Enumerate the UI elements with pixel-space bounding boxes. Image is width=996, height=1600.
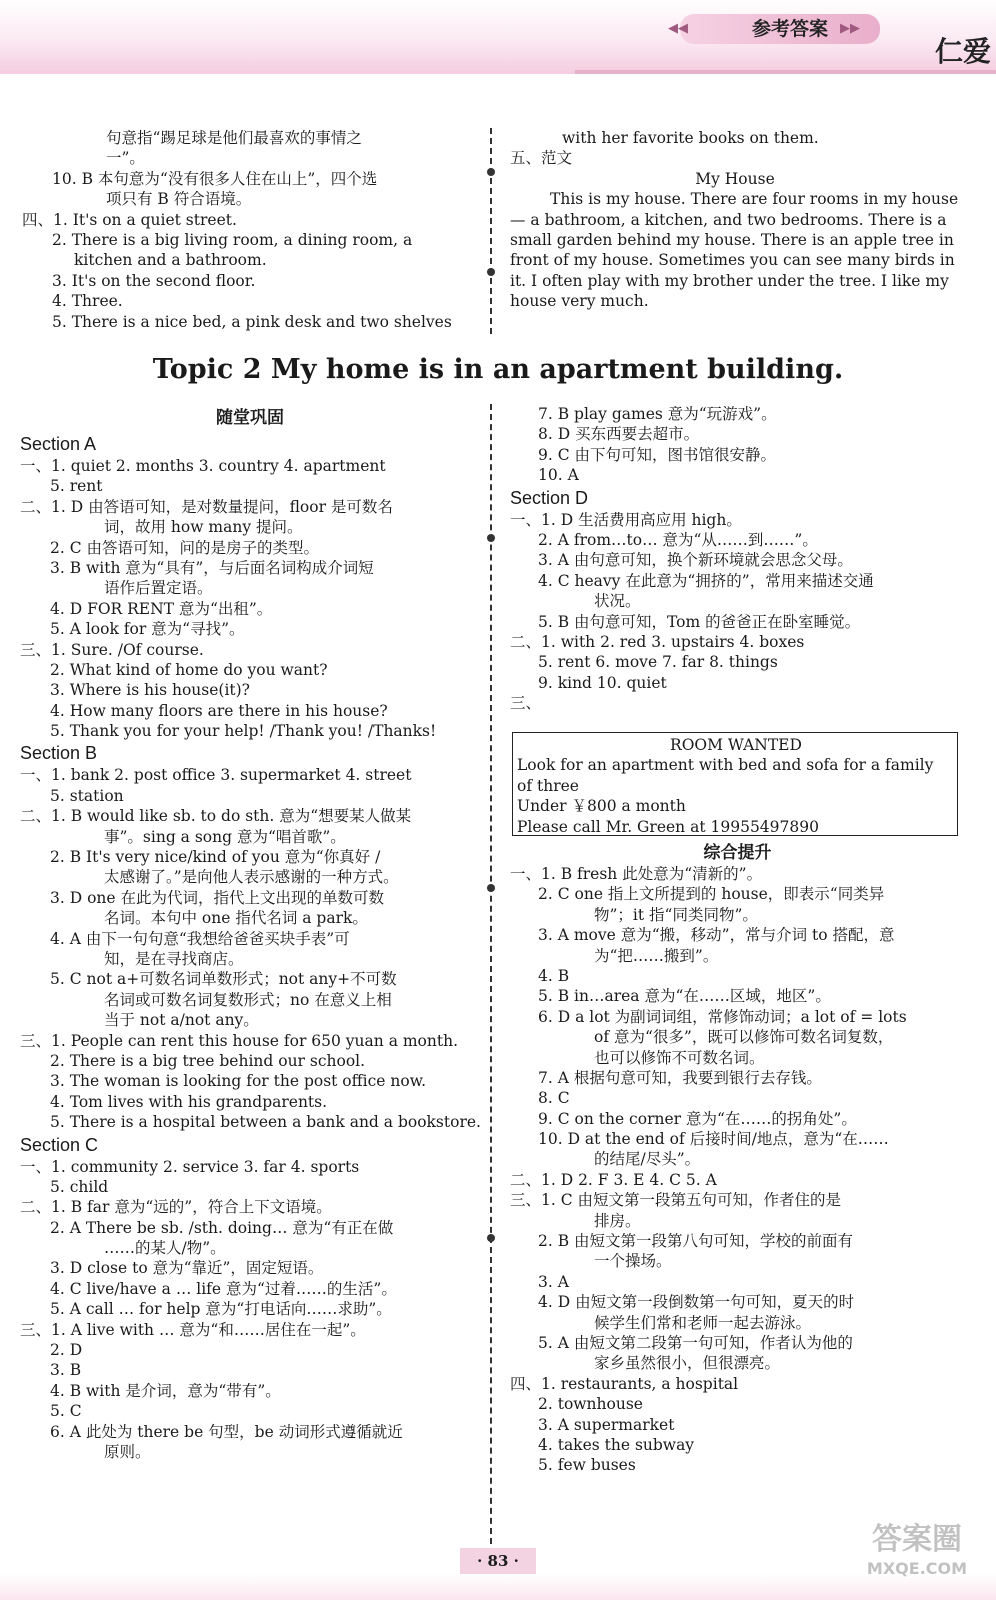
- watermark-url: MXQE.COM: [866, 1559, 968, 1578]
- ad-text: [517, 735, 955, 837]
- section-heading: Section D: [510, 487, 589, 508]
- ad-title: ROOM WANTED: [670, 736, 802, 754]
- text-line: 3. A: [538, 1272, 569, 1291]
- header-divider: [575, 70, 996, 74]
- section-heading: Section B: [20, 743, 98, 764]
- edition-label: 仁爱: [935, 35, 992, 68]
- text-line: 5. B in…area 意为“在……区域，地区”。: [538, 987, 831, 1006]
- text-line: 四、1. It's on a quiet street.: [22, 210, 237, 229]
- text-line: 10. B 本句意为“没有很多人住在山上”，四个选: [52, 169, 378, 188]
- text-line: 5. There is a hospital between a bank and a bookstore.: [50, 1113, 481, 1132]
- text-line: 4. How many floors are there in his house?: [50, 701, 388, 720]
- text-line: 9. C 由下句可知，图书馆很安静。: [538, 445, 777, 464]
- text-line: 候学生们常和老师一起去游泳。: [594, 1313, 812, 1332]
- text-line: 7. A 根据句意可知，我要到银行去存钱。: [538, 1068, 822, 1087]
- watermark-logo: [842, 1520, 992, 1596]
- section-heading: Section C: [20, 1134, 99, 1155]
- text-line: 也可以修饰不可数名词。: [594, 1048, 765, 1067]
- text-line: 二、1. D 2. F 3. E 4. C 5. A: [510, 1170, 717, 1189]
- text-line: 8. C: [538, 1089, 570, 1108]
- text-line: 8. D 买东西要去超市。: [538, 425, 700, 444]
- text-line: 2. D: [50, 1341, 83, 1360]
- text-line: 一、1. community 2. service 3. far 4. sports: [20, 1157, 360, 1176]
- text-line: 当于 not a/not any。: [104, 1011, 259, 1030]
- text-line: 3. B: [50, 1361, 82, 1380]
- text-line: 2. B It's very nice/kind of you 意为“你真好 /: [50, 848, 381, 867]
- text-line: 事”。sing a song 意为“唱首歌”。: [104, 827, 346, 846]
- text-line: 10. A: [538, 466, 579, 485]
- text-line: 5. few buses: [538, 1456, 636, 1475]
- ad-line: Please call Mr. Green at 19955497890: [517, 817, 819, 836]
- ad-line: of three: [517, 776, 579, 795]
- text-line: 4. D 由短文第一段倒数第一句可知，夏天的时: [538, 1293, 855, 1312]
- text-line: 5. rent 6. move 7. far 8. things: [538, 653, 778, 672]
- watermark-text: 答案圈: [872, 1522, 962, 1557]
- text-line: 项只有 B 符合语境。: [106, 190, 252, 209]
- section-heading: Section A: [20, 434, 97, 454]
- text-line: 2. townhouse: [538, 1395, 643, 1414]
- text-line: 三、1. A live with … 意为“和……居住在一起”。: [20, 1320, 366, 1339]
- text-line: 为“把……搬到”。: [594, 946, 719, 965]
- text-line: 一、1. D 生活费用高应用 high。: [510, 510, 742, 529]
- text-line: 一、1. bank 2. post office 3. supermarket 4. street: [20, 766, 412, 785]
- text-line: 6. A 此处为 there be 句型，be 动词形式遵循就近: [50, 1422, 403, 1441]
- essay-title: My House: [695, 169, 775, 188]
- text-line: 3. B with 意为“具有”，与后面名词构成介词短: [50, 558, 374, 577]
- text-line: 5. A call … for help 意为“打电话向……求助”。: [50, 1300, 392, 1319]
- topic-title: Topic 2 My home is in an apartment building.: [152, 354, 844, 385]
- text-line: 5. station: [50, 786, 124, 805]
- text-line: 句意指“踢足球是他们最喜欢的事情之: [106, 129, 362, 147]
- text-line: 2. C 由答语可知，问的是房子的类型。: [50, 538, 320, 557]
- text-line: 4. A 由下一句句意“我想给爸爸买块手表”可: [50, 929, 350, 948]
- text-line: 2. B 由短文第一段第八句可知，学校的前面有: [538, 1232, 854, 1251]
- text-line: 家乡虽然很小，但很漂亮。: [594, 1354, 781, 1373]
- text-line: 一、1. quiet 2. months 3. country 4. apartment: [20, 457, 386, 475]
- text-line: 三、1. C 由短文第一段第五句可知，作者住的是: [510, 1191, 842, 1210]
- left-arrows-icon: ◀◀: [668, 21, 688, 36]
- text-line: 5. A look for 意为“寻找”。: [50, 620, 245, 639]
- text-line: 四、1. restaurants, a hospital: [510, 1374, 739, 1393]
- text-line: of 意为“很多”，既可以修饰可数名词复数，: [594, 1028, 894, 1047]
- text-line: 4. B with 是介词，意为“带有”。: [50, 1381, 281, 1400]
- text-line: 知，是在寻找商店。: [104, 949, 244, 968]
- text-line: 4. Three.: [52, 292, 123, 311]
- header-title: 参考答案: [751, 18, 828, 40]
- text-line: 太感谢了。”是向他人表示感谢的一种方式。: [104, 868, 399, 887]
- text-line: — a bathroom, a kitchen, and two bedrooms. There is a: [510, 210, 947, 229]
- text-line: 3. Where is his house(it)?: [50, 681, 250, 700]
- text-line: 5. B 由句意可知，Tom 的爸爸正在卧室睡觉。: [538, 612, 861, 631]
- text-line: 5. child: [50, 1177, 109, 1196]
- text-line: 3. The woman is looking for the post office now.: [50, 1072, 427, 1091]
- text-line: This is my house. There are four rooms in my house: [550, 190, 959, 209]
- text-line: 五、范文: [510, 149, 573, 168]
- right-column-top: [510, 404, 965, 713]
- page-number: · 83 ·: [460, 1548, 536, 1574]
- text-line: 的结尾/尽头”。: [594, 1150, 701, 1169]
- text-line: 状况。: [594, 592, 641, 611]
- ad-line: Look for an apartment with bed and sofa for a family: [517, 756, 934, 775]
- text-line: 5. C: [50, 1402, 82, 1421]
- right-column-bottom: [510, 842, 965, 1476]
- text-line: 2. What kind of home do you want?: [50, 660, 328, 679]
- text-line: small garden behind my house. There is an apple tree in: [510, 230, 954, 249]
- divider-dot: [487, 168, 495, 176]
- text-line: 2. A There be sb. /sth. doing… 意为“有正在做: [50, 1218, 394, 1237]
- subsection-heading: 随堂巩固: [216, 408, 284, 428]
- text-line: 二、1. with 2. red 3. upstairs 4. boxes: [510, 632, 805, 651]
- text-line: 一、1. B fresh 此处意为“清新的”。: [510, 865, 763, 883]
- top-left-column: [22, 128, 472, 332]
- text-line: 5. A 由短文第二段第一句可知，作者认为他的: [538, 1333, 853, 1352]
- text-line: 排房。: [594, 1211, 641, 1230]
- text-line: 物”；it 指“同类同物”。: [594, 905, 758, 924]
- text-line: 7. B play games 意为“玩游戏”。: [538, 405, 777, 423]
- text-line: 二、1. B would like sb. to do sth. 意为“想要某人做某: [20, 807, 412, 826]
- text-line: 6. D a lot 为副词词组，常修饰动词；a lot of = lots: [538, 1007, 907, 1026]
- text-line: 10. D at the end of 后接时间/地点，意为“在……: [538, 1130, 889, 1149]
- text-line: 2. C one 指上文所提到的 house，即表示“同类异: [538, 885, 885, 904]
- text-line: 4. takes the subway: [538, 1435, 695, 1454]
- right-arrows-icon: ▶▶: [840, 21, 860, 36]
- room-wanted-box: [512, 732, 958, 836]
- subsection-heading: 综合提升: [703, 843, 772, 863]
- divider-dot: [487, 1234, 495, 1242]
- divider-dot: [487, 884, 495, 892]
- text-line: 一个操场。: [594, 1252, 672, 1271]
- text-line: 2. There is a big tree behind our school.: [50, 1051, 366, 1070]
- top-column-divider: [490, 128, 492, 334]
- ad-line: Under ￥800 a month: [517, 797, 686, 816]
- text-line: it. I often play with my brother under the tree. I like my: [510, 271, 949, 290]
- text-line: 二、1. D 由答语可知，是对数量提问，floor 是可数名: [20, 497, 393, 516]
- text-line: 3. It's on the second floor.: [52, 271, 256, 290]
- text-line: 4. B: [538, 966, 570, 985]
- text-line: with her favorite books on them.: [562, 129, 819, 147]
- text-line: 4. C live/have a … life 意为“过着……的生活”。: [50, 1279, 397, 1298]
- text-line: 3. A 由句意可知，换个新环境就会思念父母。: [538, 551, 853, 570]
- text-line: 3. D close to 意为“靠近”，固定短语。: [50, 1259, 324, 1278]
- text-line: 5. rent: [50, 477, 103, 496]
- text-line: 二、1. B far 意为“远的”，符合上下文语境。: [20, 1198, 332, 1217]
- text-line: 3. D one 在此为代词，指代上文出现的单数可数: [50, 888, 384, 907]
- left-column: [20, 404, 480, 1462]
- text-line: 3. A supermarket: [538, 1415, 675, 1434]
- text-line: 5. Thank you for your help! /Thank you! /Thanks!: [50, 722, 437, 741]
- column-divider: [490, 404, 492, 1544]
- text-line: 4. Tom lives with his grandparents.: [50, 1092, 328, 1111]
- divider-dot: [487, 268, 495, 276]
- text-line: 词，故用 how many 提问。: [104, 518, 303, 537]
- text-line: 4. C heavy 在此意为“拥挤的”，常用来描述交通: [538, 571, 874, 590]
- text-line: house very much.: [510, 292, 649, 311]
- text-line: 三、: [510, 694, 542, 713]
- divider-dot: [487, 534, 495, 542]
- text-line: 2. There is a big living room, a dining room, a: [52, 230, 413, 249]
- text-line: 3. A move 意为“搬，移动”，常与介词 to 搭配，意: [538, 926, 895, 945]
- text-line: 三、1. People can rent this house for 650 yuan a month.: [20, 1031, 459, 1050]
- text-line: 原则。: [104, 1442, 151, 1461]
- text-line: 9. C on the corner 意为“在……的拐角处”。: [538, 1109, 857, 1128]
- text-line: ……的某人/物”。: [104, 1239, 226, 1258]
- text-line: 三、1. Sure. /Of course.: [20, 640, 204, 659]
- text-line: kitchen and a bathroom.: [74, 251, 267, 270]
- text-line: 名词或可数名词复数形式；no 在意义上相: [104, 990, 392, 1009]
- text-line: 名词。本句中 one 指代名词 a park。: [104, 909, 368, 928]
- text-line: 4. D FOR RENT 意为“出租”。: [50, 599, 273, 618]
- text-line: 5. C not a+可数名词单数形式；not any+不可数: [50, 970, 397, 989]
- text-line: 2. A from…to… 意为“从……到……”。: [538, 530, 818, 549]
- text-line: 一”。: [106, 149, 145, 168]
- text-line: 9. kind 10. quiet: [538, 673, 667, 692]
- text-line: front of my house. Sometimes you can see many birds in: [510, 251, 955, 270]
- text-line: 5. There is a nice bed, a pink desk and two shelves: [52, 312, 452, 331]
- top-right-column: [510, 128, 960, 312]
- text-line: 语作后置定语。: [104, 579, 213, 598]
